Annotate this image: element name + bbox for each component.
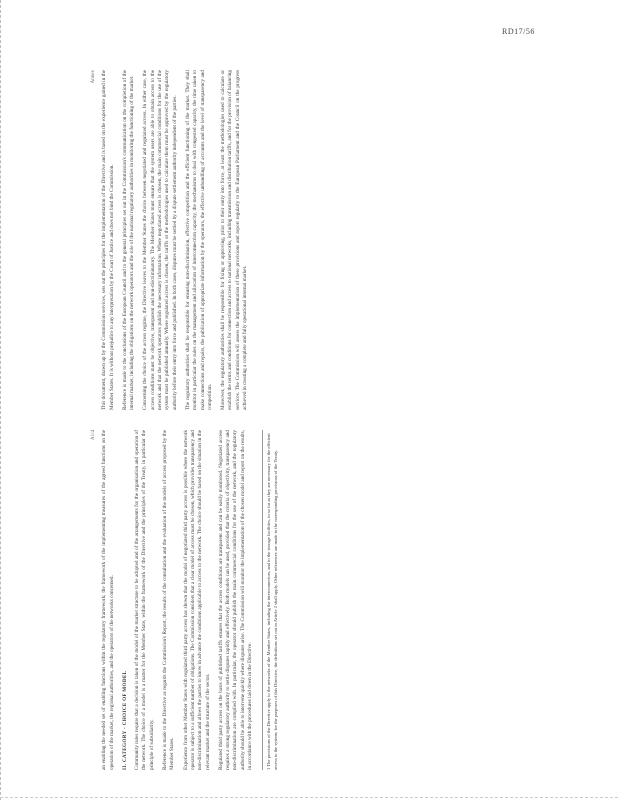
paragraph: Moreover, the regulatory authorities shall be responsible for fixing or approving, prior to their entry into force, at least the methodologies used to calculate or establish the terms and conditions for connection and access to national networks, including transmission and distribution tariffs, and for the provision of balancing services. The Commission will assess the implementation of these provisions and report regularly to the European Parliament and the Council on the progress achieved in creating a complete and fully operational internal market.: [220, 70, 249, 410]
paragraph: This document, drawn up by the Commission services, sets out the principles for the implementation of the Directive and is based on the experience gained in the Member States. It is without prejudice to any interpretation by the Court of Justice and does not bind the Commission.: [101, 70, 115, 410]
scan-edge-left: [0, 0, 4, 800]
scan-edge-bottom: [0, 796, 618, 798]
right-page: [90, 70, 550, 410]
paragraph: Community rules require that a decision is taken of the model of the market structure to be adopted and of the arrangements for the organisation and operation of the network. The choice of a model is a matter for the Member State, within the framework of the Directive and the principles of the Treaty, in particular the principle of subsidiarity.: [134, 430, 155, 770]
rotated-page-spread: [90, 70, 550, 770]
paragraph: The regulatory authorities shall be responsible for ensuring non-discrimination, effective competition and the efficient functioning of the market. They shall monitor in particular the rules on the management and allocation of interconnection capacity, the mechanisms to deal with congested capacity, the time taken to make connections and repairs, the publication of appropriate information by the operators, the effective unbundling of accounts and the level of transparency and competition.: [184, 70, 213, 410]
footnote: 1 The provisions of the Directive apply to the networks of the Member States, including the interconnectors, and to the storage facilities, in so far as they are necessary for the efficient access to the system; for the purposes of this Directive, the definitions set out in Article 2 shall apply. Other references are made to the corresponding provisions of the Treaty.: [262, 430, 279, 770]
paragraph: Reference is made to the Directive as regards the Commission's Report, the results of the consultation and the evaluation of the models of access proposed by the Member States.: [162, 430, 176, 770]
paragraph: Concerning the choice of the access regime, the Directive leaves to the Member States the choice between negotiated and regulated access. In either case, the access conditions must be objective, transparent and non-discriminatory. The Member States must ensure that the system users are able to obtain access to the network and that the network operators publish the necessary information. Where negotiated access is chosen, the main commercial conditions for the use of the system must be published annually. Where regulated access is chosen, the tariffs or the methodologies used to calculate them must be approved by the regulatory authority before their entry into force and published. In both cases, disputes must be settled by a dispute settlement authority independent of the parties.: [142, 70, 178, 410]
left-folio: A1/4: [91, 430, 96, 440]
page-number: RD17/56: [502, 27, 535, 36]
section-heading: II. CATEGORY - CHOICE OF MODEL: [121, 670, 128, 770]
paragraph: Reference is made to the conclusions of the European Council and to the general principles set out in the Commission's communication on the completion of the internal market, including the obligations on the network operators and the role of the national regulatory authorities in monitoring the functioning of the market.: [121, 70, 136, 410]
paragraph: Regulated third party access on the basis of published tariffs ensures that the access conditions are transparent and can be easily monitored. Negotiated access requires a strong regulatory authority to settle disputes rapidly and effectively. Both models can be used, provided that the criteria of objectivity, transparency and non-discrimination are complied with. In particular, the operator should publish the main commercial conditions for the use of the network, and the regulatory authority should be able to intervene quickly where disputes arise. The Commission will monitor the implementation of the chosen model and report on the results, in accordance with the procedures laid down in the Directive.: [217, 430, 254, 770]
paragraph: Experience from other Member States with regulated third party access has shown that the model of negotiated third party access is possible where the network operator is subject to a sufficient number of obligations. The Commission considers that a clear model of access must be chosen, which provides transparency and non-discrimination and allows the parties to know in advance the conditions applicable to access to the network. The choice should be based on the situation in the relevant market and the structure of the sector.: [182, 430, 211, 770]
left-page: [90, 430, 550, 770]
right-folio: Annex: [91, 70, 96, 84]
paragraph: an enabling the needed set of enabling functions within the regulatory framework; the framework of the implementing measures of the agreed functions on the operation of the market, the regional authorities, and the operators of the networks concerned.: [101, 430, 115, 770]
